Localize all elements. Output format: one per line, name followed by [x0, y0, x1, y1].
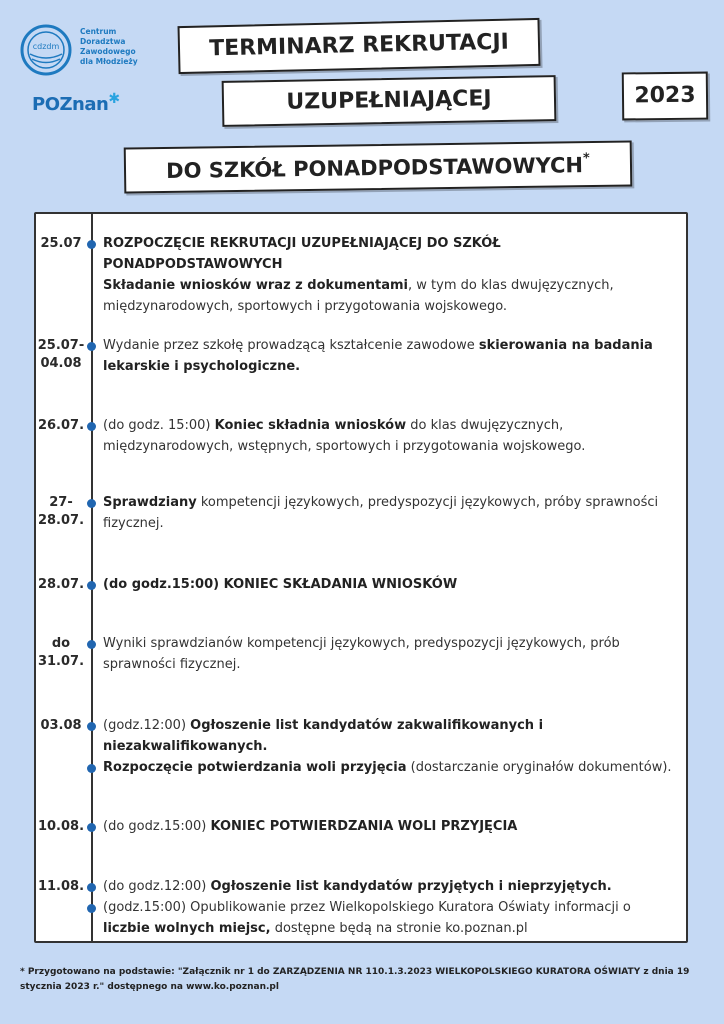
event-description-line	[103, 897, 683, 918]
event-description-line	[103, 356, 683, 377]
star-icon: ✱	[108, 91, 120, 107]
event-description-line	[103, 335, 683, 356]
title-line-3-text: DO SZKÓŁ PONADPODSTAWOWYCH	[166, 153, 584, 183]
event-description	[103, 876, 683, 939]
event-description-line	[103, 715, 683, 736]
event-date	[34, 635, 88, 671]
timeline-dot	[87, 422, 96, 431]
event-text: Wyniki sprawdzianów kompetencji językowych, predyspozycji językowych, prób	[103, 636, 620, 651]
event-description-line	[103, 436, 683, 457]
event-text-bold: niezakwalifikowanych.	[103, 739, 268, 754]
event-description-line	[103, 233, 683, 275]
event-text-bold: Rozpoczęcie potwierdzania woli przyjęcia	[103, 760, 407, 775]
event-text: międzynarodowych, sportowych i przygotowania wojskowego.	[103, 299, 508, 314]
timeline-dot	[87, 904, 96, 913]
event-date	[34, 878, 88, 896]
event-date-line: 28.07.	[37, 577, 85, 592]
event-date	[34, 717, 88, 735]
event-date-line: 10.08.	[37, 819, 85, 834]
event-description	[103, 335, 683, 377]
event-date-line: 28.07.	[37, 513, 85, 528]
title-line-2: UZUPEŁNIAJĄCEJ	[222, 75, 557, 127]
event-date-line: 25.07-	[37, 338, 85, 353]
event-date-line: 04.08	[40, 356, 82, 371]
event-description	[103, 492, 683, 534]
org-name-line: Zawodowego	[80, 47, 136, 56]
event-description	[103, 415, 683, 457]
event-description-line	[103, 415, 683, 436]
event-description-line	[103, 513, 683, 534]
event-text: (do godz.12:00)	[103, 879, 211, 894]
year-badge: 2023	[622, 72, 708, 121]
event-date-line: 26.07.	[37, 418, 85, 433]
event-description-line	[103, 492, 683, 513]
event-text: (godz.12:00)	[103, 718, 191, 733]
event-description-line	[103, 736, 683, 757]
event-text: (do godz.15:00)	[103, 819, 211, 834]
event-date-line: 31.07.	[37, 654, 85, 669]
event-text: kompetencji językowych, predyspozycji językowych, próby sprawności	[196, 495, 659, 510]
event-text-bold: KONIEC POTWIERDZANIA WOLI PRZYJĘCIA	[210, 819, 518, 834]
event-description-line	[103, 574, 683, 595]
timeline-line	[91, 212, 93, 943]
event-text: (do godz. 15:00)	[103, 418, 215, 433]
timeline-dot	[87, 883, 96, 892]
event-text: do klas dwujęzycznych,	[406, 418, 564, 433]
event-text-bold: ROZPOCZĘCIE REKRUTACJI UZUPEŁNIAJĄCEJ DO SZKÓŁ PONADPODSTAWOWYCH	[103, 236, 501, 272]
org-name	[80, 27, 160, 67]
event-date-line: 03.08	[40, 718, 82, 733]
event-date-line: 27-	[49, 495, 73, 510]
timeline-dot	[87, 764, 96, 773]
event-text-bold: skierowania na badania	[478, 338, 653, 353]
event-description-line	[103, 654, 683, 675]
timeline-dot	[87, 240, 96, 249]
footnote: * Przygotowano na podstawie: "Załącznik nr 1 do ZARZĄDZENIA NR 110.1.3.2023 WIELKOPOLSKIEGO KURATORA OŚWIATY z dnia 19 stycznia 2023 r." dostępnego na www.ko.poznan.pl	[20, 967, 690, 992]
event-description-line	[103, 296, 683, 317]
timeline-dot	[87, 722, 96, 731]
org-name-line: Centrum	[80, 27, 117, 36]
event-description	[103, 574, 683, 595]
org-name-line: dla Młodzieży	[80, 57, 138, 66]
title-footnote-mark: *	[582, 151, 590, 167]
event-description-line	[103, 633, 683, 654]
event-text-bold: (do godz.15:00) KONIEC SKŁADANIA WNIOSKÓW	[103, 577, 458, 592]
title-line-3	[124, 140, 633, 193]
event-date	[34, 576, 88, 594]
event-description-line	[103, 757, 683, 778]
event-text-bold: Sprawdziany	[103, 495, 197, 510]
event-description	[103, 233, 683, 317]
event-date	[34, 417, 88, 435]
event-date-line: 11.08.	[37, 879, 85, 894]
event-text: dostępne będą na stronie ko.poznan.pl	[270, 921, 528, 936]
event-description-line	[103, 876, 683, 897]
timeline-dot	[87, 342, 96, 351]
timeline-dot	[87, 640, 96, 649]
event-date	[34, 235, 88, 253]
event-text-bold: liczbie wolnych miejsc,	[103, 921, 271, 936]
event-text: sprawności fizycznej.	[103, 657, 241, 672]
event-text: (dostarczanie oryginałów dokumentów).	[406, 760, 672, 775]
event-text-bold: lekarskie i psychologiczne.	[103, 359, 301, 374]
event-date-line: 25.07	[40, 236, 82, 251]
event-text: międzynarodowych, wstępnych, sportowych i przygotowania wojskowego.	[103, 439, 586, 454]
timeline-dot	[87, 581, 96, 590]
event-description-line	[103, 816, 683, 837]
event-text-bold: Ogłoszenie list kandydatów przyjętych i nieprzyjętych.	[210, 879, 612, 894]
title-line-1: TERMINARZ REKRUTACJI	[178, 18, 541, 74]
org-name-line: Doradztwa	[80, 37, 126, 46]
event-description-line	[103, 275, 683, 296]
event-text-bold: Składanie wniosków wraz z dokumentami	[103, 278, 409, 293]
event-description	[103, 816, 683, 837]
event-description	[103, 633, 683, 675]
event-date-line: do	[51, 636, 71, 651]
event-date	[34, 494, 88, 530]
poznan-logo	[32, 91, 120, 115]
event-text-bold: Koniec składnia wniosków	[214, 418, 407, 433]
cdzdm-logo-text: cdzdm	[32, 42, 60, 51]
timeline-dot	[87, 499, 96, 508]
poznan-logo-text: POZnan	[32, 94, 109, 115]
cdzdm-logo-icon	[20, 24, 72, 76]
event-text: (godz.15:00) Opublikowanie przez Wielkopolskiego Kuratora Oświaty informacji o	[103, 900, 631, 915]
event-text: fizycznej.	[103, 516, 164, 531]
event-date	[34, 337, 88, 373]
event-text-bold: Ogłoszenie list kandydatów zakwalifikowanych i	[190, 718, 544, 733]
event-description-line	[103, 918, 683, 939]
event-date	[34, 818, 88, 836]
event-text: Wydanie przez szkołę prowadzącą kształcenie zawodowe	[103, 338, 479, 353]
timeline-dot	[87, 823, 96, 832]
event-text: , w tym do klas dwujęzycznych,	[408, 278, 614, 293]
event-description	[103, 715, 683, 778]
